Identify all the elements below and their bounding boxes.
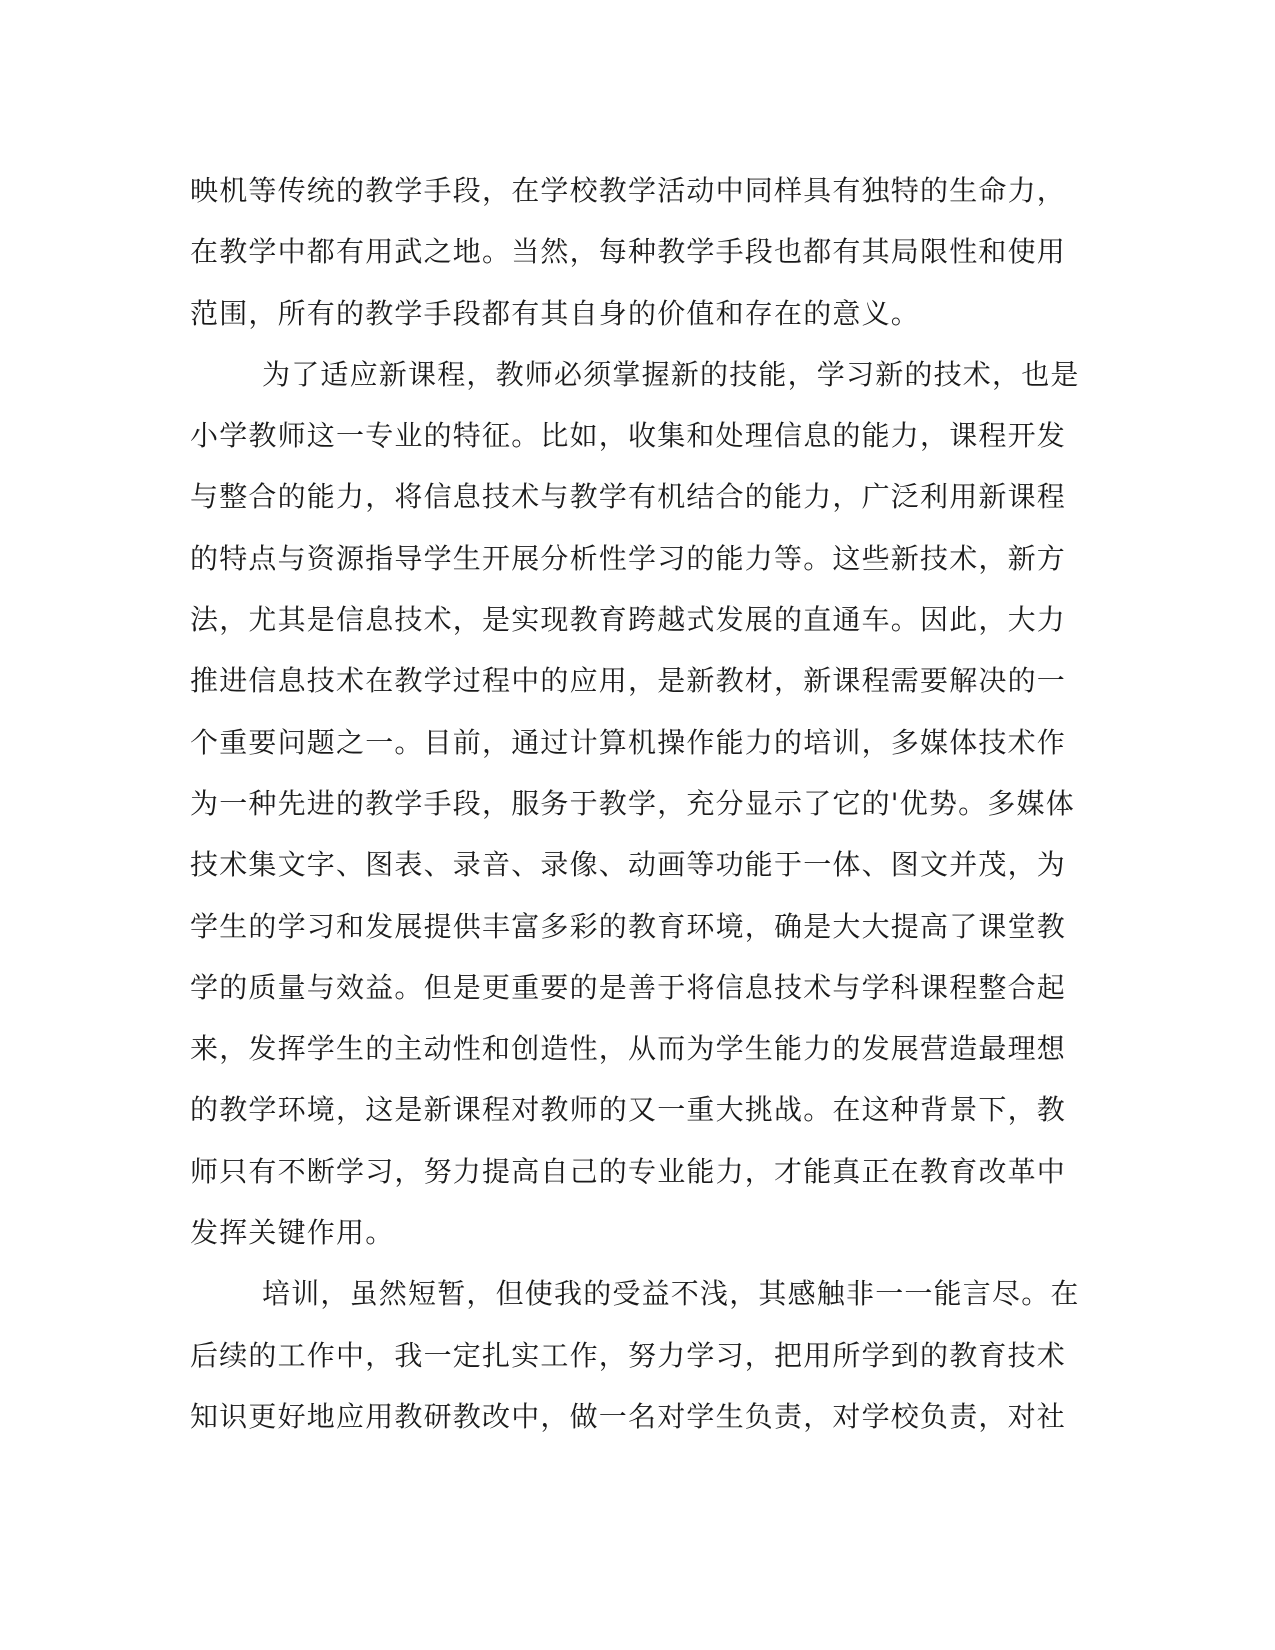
text-line: 个重要问题之一。目前，通过计算机操作能力的培训，多媒体技术作 — [190, 725, 1067, 759]
text-line: 小学教师这一专业的特征。比如，收集和处理信息的能力，课程开发 — [190, 419, 1067, 453]
text-line: 的教学环境，这是新课程对教师的又一重大挑战。在这种背景下，教 — [190, 1093, 1067, 1127]
paragraph-2 — [190, 344, 1080, 1263]
text-line: 范围，所有的教学手段都有其自身的价值和存在的意义。 — [190, 296, 921, 330]
text-line: 学的质量与效益。但是更重要的是善于将信息技术与学科课程整合起 — [190, 970, 1067, 1004]
text-line: 发挥关键作用。 — [190, 1216, 395, 1250]
paragraph-3 — [190, 1263, 1080, 1447]
text-line: 的特点与资源指导学生开展分析性学习的能力等。这些新技术，新方 — [190, 541, 1067, 575]
text-line: 在教学中都有用武之地。当然，每种教学手段也都有其局限性和使用 — [190, 235, 1067, 269]
text-line: 为一种先进的教学手段，服务于教学，充分显示了它的'优势。多媒体 — [190, 786, 1075, 820]
text-line: 来，发挥学生的主动性和创造性，从而为学生能力的发展营造最理想 — [190, 1032, 1067, 1066]
paragraph-1 — [190, 160, 1080, 344]
text-line: 知识更好地应用教研教改中，做一名对学生负责，对学校负责，对社 — [190, 1399, 1067, 1433]
body-text — [190, 160, 1080, 1447]
text-line: 师只有不断学习，努力提高自己的专业能力，才能真正在教育改革中 — [190, 1154, 1067, 1188]
text-line: 后续的工作中，我一定扎实工作，努力学习，把用所学到的教育技术 — [190, 1338, 1067, 1372]
text-line: 法，尤其是信息技术，是实现教育跨越式发展的直通车。因此，大力 — [190, 603, 1067, 637]
text-line: 映机等传统的教学手段，在学校教学活动中同样具有独特的生命力， — [190, 174, 1067, 207]
text-line: 推进信息技术在教学过程中的应用，是新教材，新课程需要解决的一 — [190, 664, 1067, 698]
text-line: 与整合的能力，将信息技术与教学有机结合的能力，广泛利用新课程 — [190, 480, 1067, 514]
text-line: 培训，虽然短暂，但使我的受益不浅，其感触非一一能言尽。在 — [262, 1277, 1080, 1311]
text-line: 为了适应新课程，教师必须掌握新的技能，学习新的技术，也是 — [262, 357, 1080, 391]
text-line: 技术集文字、图表、录音、录像、动画等功能于一体、图文并茂，为 — [190, 848, 1067, 882]
text-line: 学生的学习和发展提供丰富多彩的教育环境，确是大大提高了课堂教 — [190, 909, 1067, 943]
